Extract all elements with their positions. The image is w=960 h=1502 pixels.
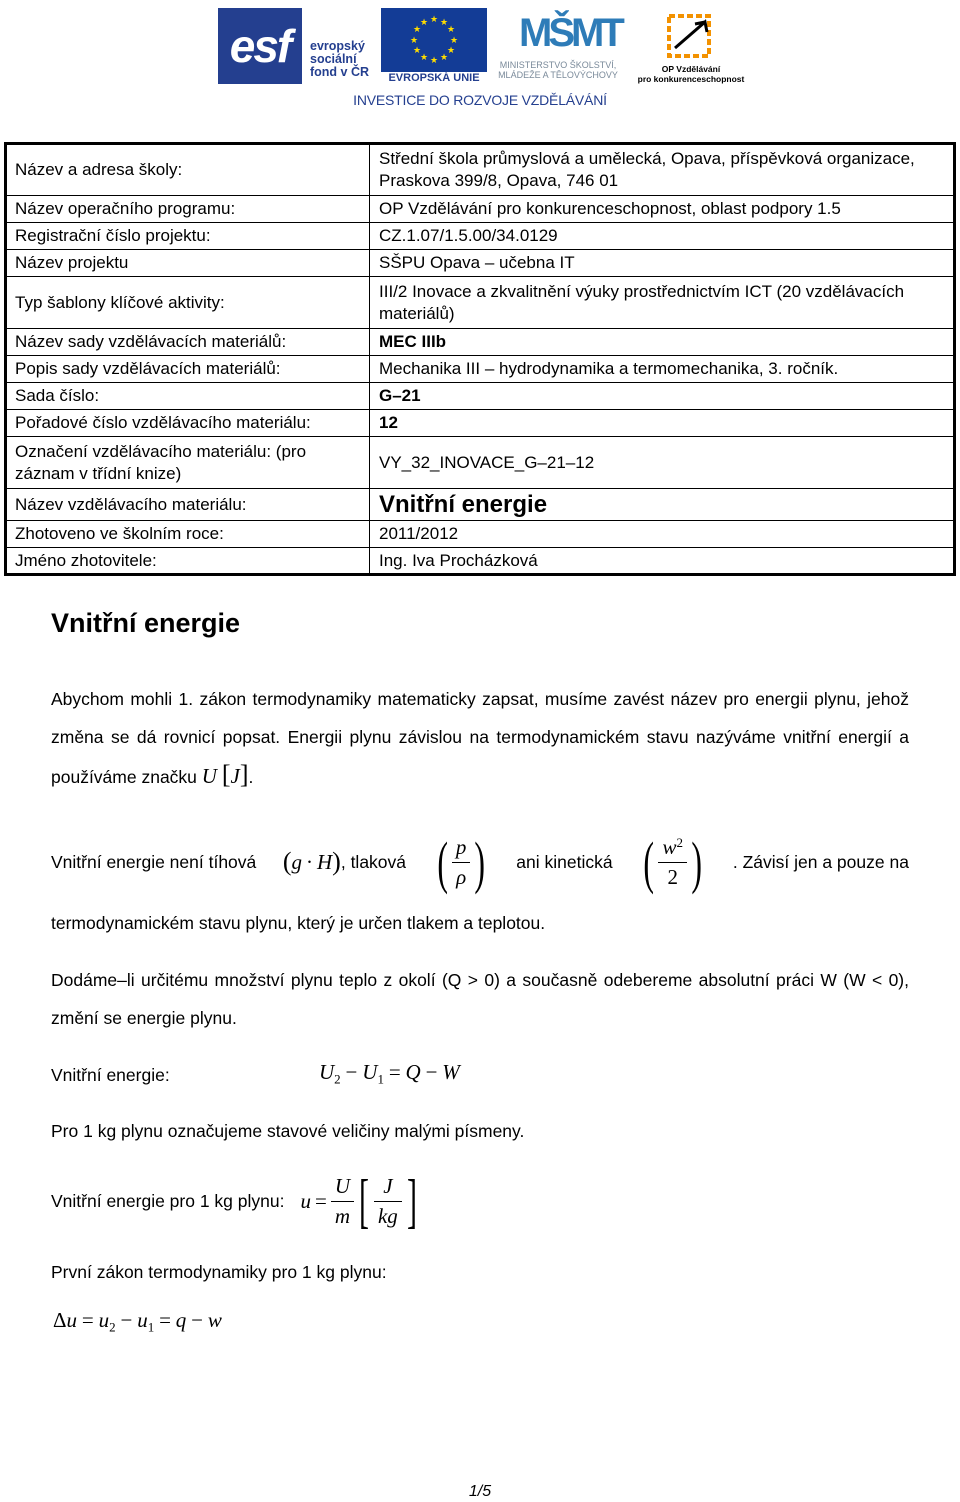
row-label: Typ šablony klíčové aktivity: xyxy=(6,277,370,329)
symbol-H: H xyxy=(317,849,333,874)
msmt-logo xyxy=(483,8,633,88)
minus-sign: − xyxy=(120,1308,133,1332)
paragraph-2-text-d: . Závisí jen a pouze na xyxy=(732,851,909,872)
numerator-w2 xyxy=(658,835,687,863)
fraction-U-m xyxy=(331,1174,354,1229)
denominator-m: m xyxy=(334,1203,350,1228)
formula-w2 xyxy=(639,829,706,896)
row-label: Registrační číslo projektu: xyxy=(6,223,370,250)
esf-mark: esf xyxy=(218,8,302,84)
svg-text:★: ★ xyxy=(449,36,459,46)
subscript-2: 2 xyxy=(334,1071,341,1087)
op-line-2: pro konkurenceschopnost xyxy=(637,74,745,84)
bracket-close: ] xyxy=(406,1167,417,1234)
esf-text xyxy=(310,40,380,79)
project-info-table xyxy=(4,142,956,576)
symbol-q: q xyxy=(175,1308,187,1332)
row-value: 2011/2012 xyxy=(370,521,955,548)
row-value: VY_32_INOVACE_G–21–12 xyxy=(370,437,955,489)
symbol-u: u xyxy=(98,1308,110,1332)
table-row xyxy=(6,250,955,277)
eu-logo xyxy=(381,8,487,84)
bracket-close: ] xyxy=(239,760,249,789)
svg-text:★: ★ xyxy=(412,25,422,35)
row-value: Ing. Iva Procházková xyxy=(370,548,955,575)
table-row xyxy=(6,356,955,383)
minus-sign: − xyxy=(345,1060,358,1084)
bracket-open: [ xyxy=(358,1167,369,1234)
svg-text:★: ★ xyxy=(429,15,439,25)
paren-close: ) xyxy=(691,829,702,895)
paragraph-2-text-a: Vnitřní energie není tíhová xyxy=(51,851,257,872)
msmt-mark: MŠMT xyxy=(519,11,621,55)
exponent-2: 2 xyxy=(676,834,683,850)
row-label: Sada číslo: xyxy=(6,383,370,410)
fraction-w2 xyxy=(658,835,687,890)
denominator-rho: ρ xyxy=(456,864,467,889)
paragraph-2-line-2: termodynamickém stavu plynu, který je určen tlakem a teplotou. xyxy=(51,913,546,933)
esf-line-3: fond v ČR xyxy=(310,65,370,79)
esf-line-1: evropský xyxy=(310,39,365,53)
row-value: MEC IIIb xyxy=(370,329,955,356)
equals-sign: = xyxy=(314,1188,327,1213)
svg-text:★: ★ xyxy=(419,53,429,63)
paragraph-2-text-c: ani kinetická xyxy=(516,851,613,872)
row-value: OP Vzdělávání pro konkurenceschopnost, oblast podpory 1.5 xyxy=(370,196,955,223)
msmt-text xyxy=(483,60,633,80)
symbol-U: U xyxy=(201,764,217,788)
denominator-2: 2 xyxy=(667,864,678,889)
paragraph-3: Dodáme–li určitému množství plynu teplo z okolí (Q > 0) a současně odebereme absolutní práci W (W < 0), změní se energie plynu. xyxy=(51,970,909,1028)
equation-3 xyxy=(53,1308,222,1336)
row-label: Název projektu xyxy=(6,250,370,277)
table-row xyxy=(6,410,955,437)
minus-sign: − xyxy=(425,1060,438,1084)
paren-open: ( xyxy=(282,847,292,876)
op-text xyxy=(637,64,745,84)
table-row xyxy=(6,223,955,250)
unit-J: J xyxy=(230,764,240,788)
minus-sign: − xyxy=(191,1308,204,1332)
table-row xyxy=(6,521,955,548)
eu-flag-icon xyxy=(381,8,487,72)
subscript-1: 1 xyxy=(147,1319,155,1335)
symbol-U: U xyxy=(319,1060,335,1084)
svg-text:★: ★ xyxy=(439,18,449,28)
esf-line-2: sociální xyxy=(310,52,357,66)
denominator-kg: kg xyxy=(377,1203,398,1228)
table-row xyxy=(6,196,955,223)
row-label: Název sady vzdělávacích materiálů: xyxy=(6,329,370,356)
row-value: Mechanika III – hydrodynamika a termomechanika, 3. ročník. xyxy=(370,356,955,383)
svg-text:★: ★ xyxy=(429,56,439,66)
section-heading: Vnitřní energie xyxy=(51,608,241,638)
row-label: Popis sady vzdělávacích materiálů: xyxy=(6,356,370,383)
eu-label: EVROPSKÁ UNIE xyxy=(388,72,480,84)
equation-2-row xyxy=(51,1166,422,1236)
svg-text:★: ★ xyxy=(446,25,456,35)
fraction-p-rho xyxy=(452,835,471,890)
symbol-u: u xyxy=(137,1308,148,1332)
equation-1 xyxy=(319,1060,460,1088)
symbol-u: u xyxy=(66,1308,78,1332)
row-label: Pořadové číslo vzdělávacího materiálu: xyxy=(6,410,370,437)
row-value: G–21 xyxy=(370,383,955,410)
numerator-U: U xyxy=(331,1174,354,1202)
op-line-1: OP Vzdělávání xyxy=(661,64,721,74)
subscript-2: 2 xyxy=(109,1319,116,1335)
eu-stars-icon xyxy=(381,8,487,72)
bracket-open: [ xyxy=(221,760,231,789)
row-value: Vnitřní energie xyxy=(370,489,955,521)
formula-p-rho xyxy=(433,829,490,896)
equation-2-label: Vnitřní energie pro 1 kg plynu: xyxy=(51,1190,285,1211)
equation-2 xyxy=(300,1167,421,1236)
symbol-U: U xyxy=(362,1060,378,1084)
row-label: Zhotoveno ve školním roce: xyxy=(6,521,370,548)
op-mark-icon xyxy=(661,8,721,64)
paren-open: ( xyxy=(643,829,655,895)
paragraph-5: První zákon termodynamiky pro 1 kg plynu: xyxy=(51,1262,387,1282)
row-value: III/2 Inovace a zkvalitnění výuky prostřednictvím ICT (20 vzdělávacích materiálů) xyxy=(370,277,955,329)
paragraph-4: Pro 1 kg plynu označujeme stavové veličiny malými písmeny. xyxy=(51,1121,525,1141)
paragraph-2-text-b: , tlaková xyxy=(340,851,407,872)
table-row xyxy=(6,437,955,489)
symbol-w: w xyxy=(662,834,677,859)
table-row xyxy=(6,489,955,521)
esf-logo xyxy=(218,8,378,84)
row-label: Jméno zhotovitele: xyxy=(6,548,370,575)
msmt-line-2: MLÁDEŽE A TĚLOVÝCHOVY xyxy=(498,70,618,80)
row-label: Název a adresa školy: xyxy=(6,144,370,196)
paren-close: ) xyxy=(332,847,341,876)
fraction-J-kg xyxy=(374,1174,402,1229)
equals-sign: = xyxy=(159,1308,171,1332)
row-label: Název vzdělávacího materiálu: xyxy=(6,489,370,521)
symbol-g: g xyxy=(291,849,302,874)
delta-symbol: Δ xyxy=(53,1308,67,1332)
row-label: Označení vzdělávacího materiálu: (pro záznam v třídní knize) xyxy=(6,437,370,489)
equals-sign: = xyxy=(388,1060,401,1084)
equation-1-row xyxy=(51,1060,460,1087)
symbol-W: W xyxy=(442,1060,460,1084)
dot-operator: · xyxy=(306,849,313,874)
slogan: INVESTICE DO ROZVOJE VZDĚLÁVÁNÍ xyxy=(353,92,607,108)
symbol-w: w xyxy=(207,1308,222,1332)
paragraph-2-line-1 xyxy=(51,822,909,902)
row-value: SŠPU Opava – učebna IT xyxy=(370,250,955,277)
svg-text:★: ★ xyxy=(446,46,456,56)
paren-close: ) xyxy=(474,829,486,895)
page-number: 1/5 xyxy=(468,1483,492,1500)
svg-text:★: ★ xyxy=(419,18,429,28)
table-row xyxy=(6,277,955,329)
symbol-u: u xyxy=(300,1188,311,1213)
paren-open: ( xyxy=(436,829,448,895)
svg-text:★: ★ xyxy=(412,46,422,56)
svg-text:★: ★ xyxy=(409,36,419,46)
row-value: Střední škola průmyslová a umělecká, Opava, příspěvková organizace, Praskova 399/8, Opava, 746 01 xyxy=(370,144,955,196)
symbol-Q: Q xyxy=(405,1060,421,1084)
table-row xyxy=(6,548,955,575)
paragraph-1: Abychom mohli 1. zákon termodynamiky matematicky zapsat, musíme zavést název pro energii plynu, jehož změna se dá rovnicí popsat. Energii plynu závislou na termodynamickém stavu nazýváme vnitřní energií a používáme značku U [J]. xyxy=(51,689,909,789)
table-row xyxy=(6,383,955,410)
table-row xyxy=(6,144,955,196)
equals-sign: = xyxy=(81,1308,94,1332)
op-logo xyxy=(637,8,745,88)
numerator-J: J xyxy=(374,1174,402,1202)
equation-1-label: Vnitřní energie: xyxy=(51,1065,170,1085)
msmt-line-1: MINISTERSTVO ŠKOLSTVÍ, xyxy=(499,60,617,70)
svg-text:★: ★ xyxy=(439,53,449,63)
numerator-p: p xyxy=(452,835,471,863)
paragraph-1-text: Abychom mohli 1. zákon termodynamiky matematicky zapsat, musíme zavést název pro energii plynu, jehož změna se dá rovnicí popsat. Energii plynu závislou na termodynamickém stavu nazýváme vnitřní energií a používáme značku xyxy=(51,689,909,787)
subscript-1: 1 xyxy=(377,1071,384,1087)
table-row xyxy=(6,329,955,356)
formula-gH xyxy=(283,847,406,877)
header-logos xyxy=(215,4,745,112)
row-value: 12 xyxy=(370,410,955,437)
row-label: Název operačního programu: xyxy=(6,196,370,223)
row-value: CZ.1.07/1.5.00/34.0129 xyxy=(370,223,955,250)
